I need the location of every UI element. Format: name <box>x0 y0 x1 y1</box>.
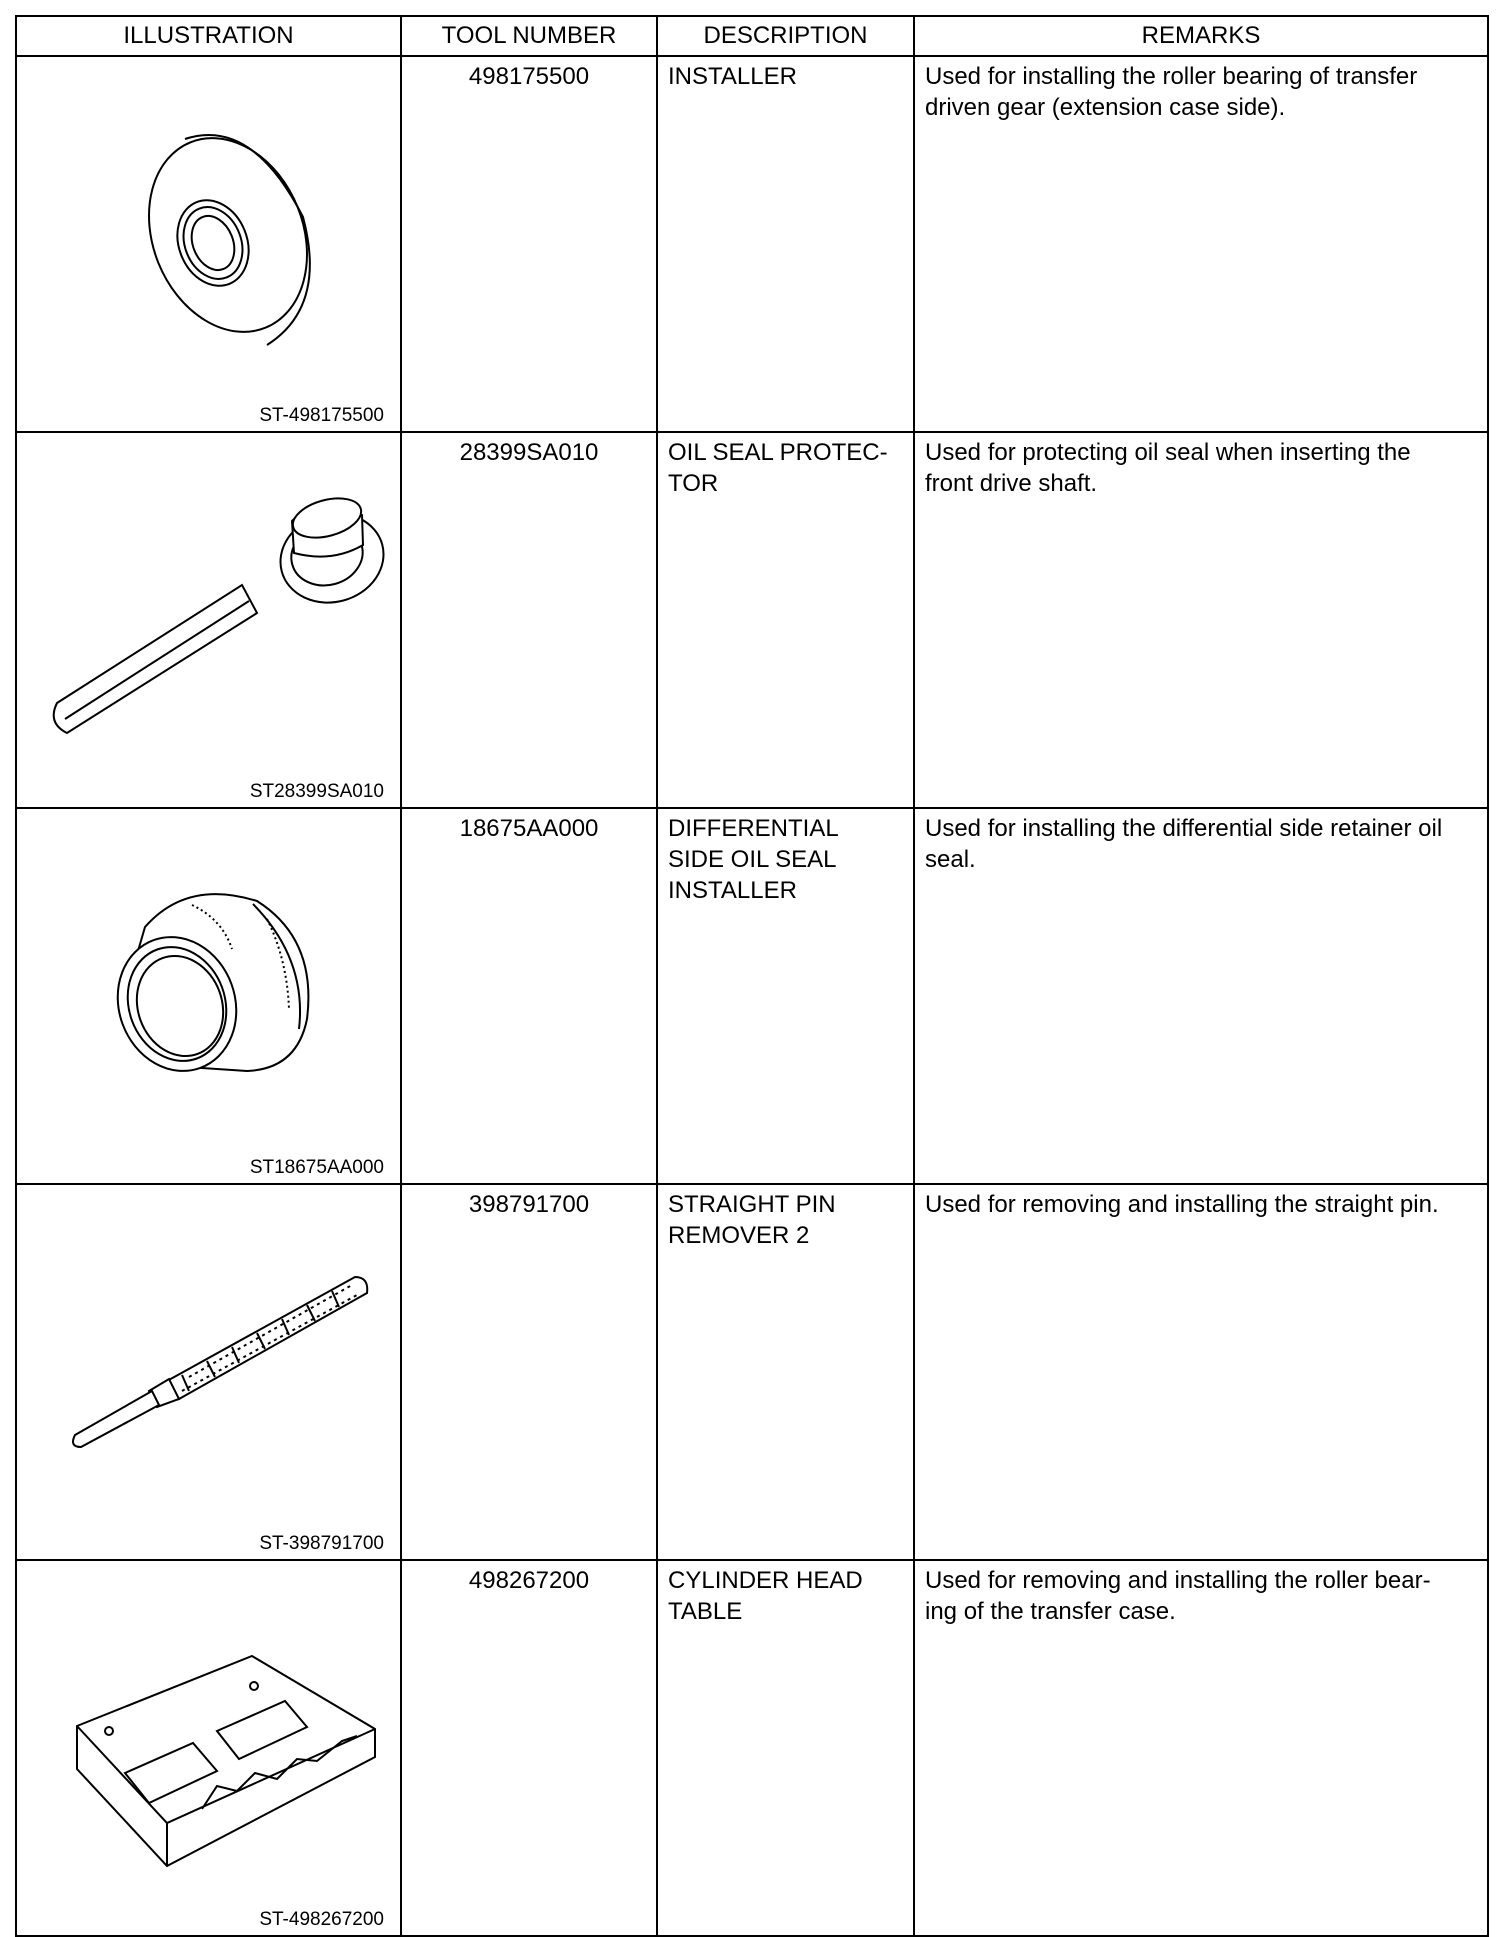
illustration-code: ST28399SA010 <box>249 781 384 802</box>
illustration-code: ST18675AA000 <box>249 1157 384 1178</box>
header-illustration: ILLUSTRATION <box>16 16 401 56</box>
tool-number: 398791700 <box>401 1184 657 1560</box>
header-tool-number: TOOL NUMBER <box>401 16 657 56</box>
tool-description: INSTALLER <box>657 56 914 432</box>
tool-description: DIFFERENTIAL SIDE OIL SEAL INSTALLER <box>657 808 914 1184</box>
illustration-code: ST-498267200 <box>259 1909 384 1930</box>
tool-remarks: Used for installing the differential side retainer oil seal. <box>914 808 1488 1184</box>
knurled-seal-installer-icon <box>17 809 402 1155</box>
special-tools-table <box>15 15 1489 1937</box>
oil-seal-protector-icon <box>17 433 402 779</box>
illustration-cell <box>16 56 401 432</box>
header-description: DESCRIPTION <box>657 16 914 56</box>
tool-remarks: Used for protecting oil seal when inserting the front drive shaft. <box>914 432 1488 808</box>
installer-disc-icon <box>17 57 402 403</box>
tool-number: 18675AA000 <box>401 808 657 1184</box>
illustration-code: ST-498175500 <box>259 405 384 426</box>
tool-description: OIL SEAL PROTEC- TOR <box>657 432 914 808</box>
tool-number: 498175500 <box>401 56 657 432</box>
table-header-row <box>16 16 1488 56</box>
tool-number: 498267200 <box>401 1560 657 1936</box>
tool-remarks: Used for installing the roller bearing of transfer driven gear (extension case side). <box>914 56 1488 432</box>
illustration-cell <box>16 432 401 808</box>
tool-description: STRAIGHT PIN REMOVER 2 <box>657 1184 914 1560</box>
tool-number: 28399SA010 <box>401 432 657 808</box>
illustration-code: ST-398791700 <box>259 1533 384 1554</box>
illustration-cell <box>16 1560 401 1936</box>
illustration-cell <box>16 1184 401 1560</box>
table-row <box>16 808 1488 1184</box>
cylinder-head-table-icon <box>17 1561 402 1907</box>
table-row <box>16 1184 1488 1560</box>
tool-remarks: Used for removing and installing the straight pin. <box>914 1184 1488 1560</box>
table-row <box>16 1560 1488 1936</box>
illustration-cell <box>16 808 401 1184</box>
pin-punch-icon <box>17 1185 402 1531</box>
table-row <box>16 432 1488 808</box>
table-row <box>16 56 1488 432</box>
tool-description: CYLINDER HEAD TABLE <box>657 1560 914 1936</box>
header-remarks: REMARKS <box>914 16 1488 56</box>
tool-remarks: Used for removing and installing the roller bear- ing of the transfer case. <box>914 1560 1488 1936</box>
